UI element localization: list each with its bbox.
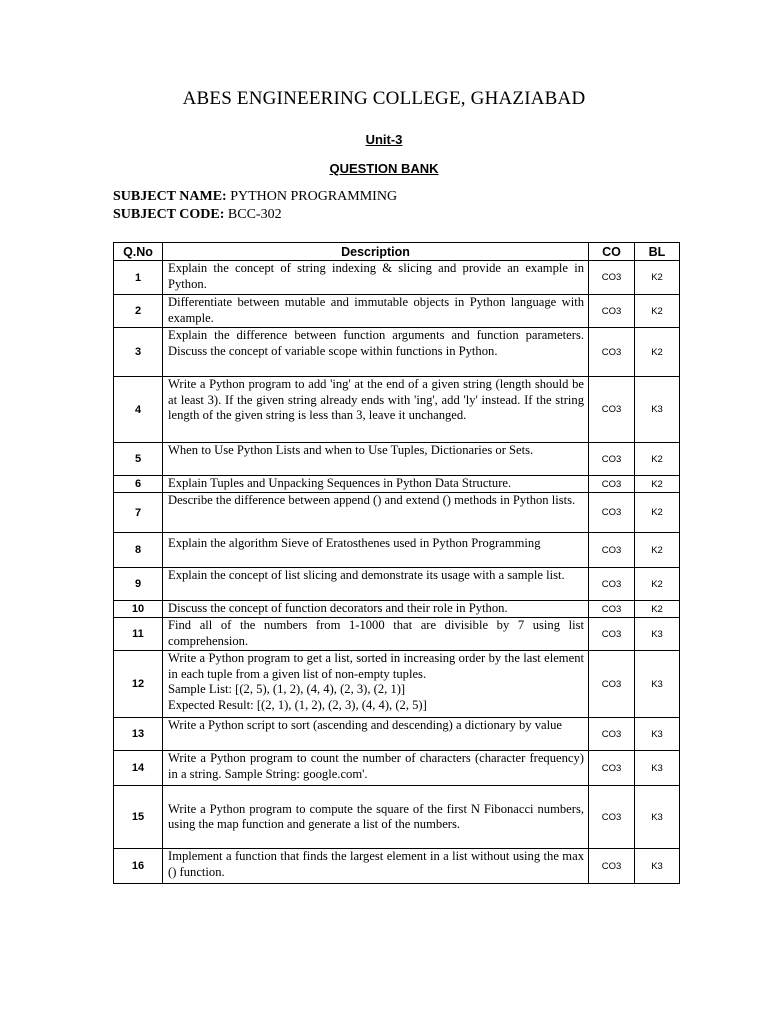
question-description: When to Use Python Lists and when to Use Tuples, Dictionaries or Sets.: [163, 443, 589, 476]
question-number: 14: [114, 751, 163, 786]
question-number: 9: [114, 568, 163, 601]
header-bl: BL: [635, 243, 680, 261]
expected-result: Expected Result: [(2, 1), (1, 2), (2, 3), (4, 4), (2, 5)]: [168, 697, 427, 712]
question-description: Write a Python program to add 'ing' at the end of a given string (length should be at least 3). If the given string already ends with 'ing', add 'ly' instead. If the string length of the given string is less than 3, leave it unchanged.: [163, 377, 589, 443]
question-description: Write a Python script to sort (ascending and descending) a dictionary by value: [163, 718, 589, 751]
table-row: [114, 533, 680, 568]
question-description: Find all of the numbers from 1-1000 that are divisible by 7 using list comprehension.: [163, 618, 589, 651]
question-description: Write a Python program to count the number of characters (character frequency) in a string. Sample String: google.com'.: [163, 751, 589, 786]
question-description: Explain the concept of string indexing & slicing and provide an example in Python.: [163, 261, 589, 295]
table-row: [114, 786, 680, 849]
table-row: [114, 618, 680, 651]
blooms-level: K2: [635, 533, 680, 568]
table-row: [114, 568, 680, 601]
course-outcome: CO3: [589, 751, 635, 786]
question-description: Explain the algorithm Sieve of Eratosthenes used in Python Programming: [163, 533, 589, 568]
question-description: Implement a function that finds the largest element in a list without using the max () function.: [163, 849, 589, 884]
unit-title: [0, 132, 768, 147]
blooms-level: K3: [635, 618, 680, 651]
subject-code: BCC-302: [227, 207, 282, 222]
question-text: Write a Python program to get a list, sorted in increasing order by the last element in each tuple from a given list of non-empty tuples.: [168, 651, 584, 681]
course-outcome: CO3: [589, 493, 635, 533]
question-number: 7: [114, 493, 163, 533]
blooms-level: K3: [635, 849, 680, 884]
subject-name-line: [113, 189, 397, 205]
sample-list: Sample List: [(2, 5), (1, 2), (4, 4), (2, 3), (2, 1)]: [168, 682, 406, 696]
table-row: [114, 377, 680, 443]
blooms-level: K3: [635, 718, 680, 751]
blooms-level: K3: [635, 786, 680, 849]
question-description: Describe the difference between append () and extend () methods in Python lists.: [163, 493, 589, 533]
question-number: 16: [114, 849, 163, 884]
question-number: 2: [114, 295, 163, 328]
question-number: 6: [114, 476, 163, 493]
subject-code-line: [113, 207, 282, 223]
question-number: 8: [114, 533, 163, 568]
unit-title-text: Unit-3: [365, 132, 403, 147]
question-number: 10: [114, 601, 163, 618]
blooms-level: K3: [635, 651, 680, 718]
question-description: Discuss the concept of function decorators and their role in Python.: [163, 601, 589, 618]
table-row: [114, 328, 680, 377]
table-row: [114, 601, 680, 618]
blooms-level: K2: [635, 601, 680, 618]
blooms-level: K3: [635, 377, 680, 443]
course-outcome: CO3: [589, 568, 635, 601]
subject-name: PYTHON PROGRAMMING: [230, 189, 398, 204]
course-outcome: CO3: [589, 718, 635, 751]
question-number: 1: [114, 261, 163, 295]
document-type: [0, 161, 768, 176]
table-row: [114, 476, 680, 493]
blooms-level: K2: [635, 493, 680, 533]
course-outcome: CO3: [589, 618, 635, 651]
question-number: 15: [114, 786, 163, 849]
course-outcome: CO3: [589, 377, 635, 443]
course-outcome: CO3: [589, 443, 635, 476]
question-description: Explain the concept of list slicing and demonstrate its usage with a sample list.: [163, 568, 589, 601]
table-row: [114, 718, 680, 751]
question-description: Write a Python program to compute the square of the first N Fibonacci numbers, using the map function and generate a list of the numbers.: [163, 786, 589, 849]
question-description: Explain Tuples and Unpacking Sequences in Python Data Structure.: [163, 476, 589, 493]
question-table: [113, 242, 680, 884]
blooms-level: K2: [635, 261, 680, 295]
course-outcome: CO3: [589, 651, 635, 718]
blooms-level: K2: [635, 295, 680, 328]
college-name: ABES ENGINEERING COLLEGE, GHAZIABAD: [182, 88, 586, 109]
question-number: 5: [114, 443, 163, 476]
document-type-text: QUESTION BANK: [329, 161, 439, 176]
course-outcome: CO3: [589, 328, 635, 377]
question-number: 4: [114, 377, 163, 443]
question-description: Differentiate between mutable and immutable objects in Python language with example.: [163, 295, 589, 328]
table-header-row: [114, 243, 680, 261]
subject-code-label: SUBJECT CODE:: [113, 207, 225, 222]
blooms-level: K2: [635, 476, 680, 493]
question-description: Explain the difference between function arguments and function parameters. Discuss the concept of variable scope within functions in Python.: [163, 328, 589, 377]
subject-name-label: SUBJECT NAME:: [113, 189, 227, 204]
course-outcome: CO3: [589, 786, 635, 849]
course-outcome: CO3: [589, 849, 635, 884]
table-row: [114, 849, 680, 884]
table-row: [114, 651, 680, 718]
table-row: [114, 295, 680, 328]
table-row: [114, 751, 680, 786]
table-row: [114, 261, 680, 295]
course-outcome: CO3: [589, 261, 635, 295]
blooms-level: K2: [635, 328, 680, 377]
header-qno: Q.No: [114, 243, 163, 261]
question-description: [163, 651, 589, 718]
header-co: CO: [589, 243, 635, 261]
course-outcome: CO3: [589, 476, 635, 493]
question-number: 11: [114, 618, 163, 651]
course-outcome: CO3: [589, 295, 635, 328]
blooms-level: K2: [635, 443, 680, 476]
question-number: 13: [114, 718, 163, 751]
header-description: Description: [163, 243, 589, 261]
question-number: 12: [114, 651, 163, 718]
blooms-level: K3: [635, 751, 680, 786]
blooms-level: K2: [635, 568, 680, 601]
table-row: [114, 443, 680, 476]
course-outcome: CO3: [589, 601, 635, 618]
question-number: 3: [114, 328, 163, 377]
table-row: [114, 493, 680, 533]
course-outcome: CO3: [589, 533, 635, 568]
